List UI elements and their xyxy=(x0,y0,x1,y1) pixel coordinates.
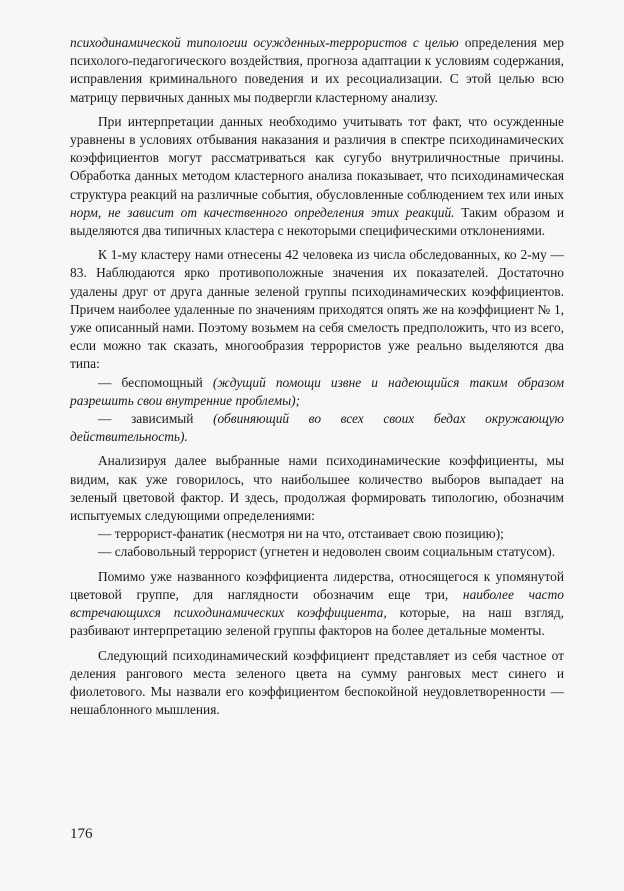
paragraph-2-emphasis: норм, не зависит от качественного определения этих реакций. xyxy=(70,204,455,220)
paragraph-5 xyxy=(70,568,564,641)
list-item-weak-willed-text: — слабовольный террорист (угнетен и недоволен своим социальным статусом). xyxy=(98,544,556,560)
paragraph-4 xyxy=(70,452,564,525)
paragraph-4-text: Анализируя далее выбранные нами психодинамические коэффициенты, мы видим, как уже говорилось, что наибольшее количество выборов выпадает на зеленый цветовой фактор. И здесь, продолжая формировать типологию, обозначим испытуемых следующими определениями: xyxy=(70,453,564,524)
paragraph-3-text: К 1-му кластеру нами отнесены 42 человека из числа обследованных, ко 2-му — 83. Наблюдаются ярко противоположные значения их показателей. Достаточно удалены друг от друга данные зеленой группы психодинамических коэффициентов. Причем наиболее удаленные по значениям приходятся опять же на коэффициент № 1, уже описанный нами. Поэтому возьмем на себя смелость предположить, что из всего, если можно так сказать, многообразия террористов уже реально выделяются два типа: xyxy=(70,247,564,372)
paragraph-2-text-tail: Таким образом и выделяются два типичных кластера с некоторыми специфическими отклонениями. xyxy=(70,204,564,239)
paragraph-5-text: Помимо уже названного коэффициента лидерства, относящегося к упомянутой цветовой группе, для наглядности обозначим еще три, xyxy=(70,568,564,602)
text-column xyxy=(70,34,564,719)
paragraph-3 xyxy=(70,246,564,373)
paragraph-5-emphasis: наиболее часто встречающихся психодинамических коэффициента, xyxy=(70,586,564,621)
paragraph-1-emphasis: психодинамической типологии осужденных-террористов с целью xyxy=(70,35,459,50)
paragraph-1-text-tail: определения мер психолого-педагогического воздействия, прогноза адаптации к условиям содержания, исправления криминального поведения и их ресоциализации. С этой целью всю матрицу первичных данных мы подвергли кластерному анализу. xyxy=(70,35,564,105)
list-item-helpless-text: — беспомощный xyxy=(98,374,213,390)
list-item-dependent-text: — зависимый xyxy=(98,411,214,427)
list-item-helpless xyxy=(70,374,564,410)
list-item-fanatic xyxy=(70,525,564,543)
list-item-weak-willed xyxy=(70,543,564,561)
list-item-dependent-emphasis: (обвиняющий во всех своих бедах окружающую действительность). xyxy=(70,411,565,445)
page-number: 176 xyxy=(70,826,93,842)
paragraph-6 xyxy=(70,647,564,720)
list-item-fanatic-text: — террорист-фанатик (несмотря ни на что, отстаивает свою позицию); xyxy=(98,526,504,542)
paragraph-5-text-tail: которые, на наш взгляд, разбивают интерпретацию зеленой группы факторов на более детальные моменты. xyxy=(70,605,565,639)
paragraph-6-text: Следующий психодинамический коэффициент представляет из себя частное от деления рангового места зеленого цвета на сумму ранговых мест синего и фиолетового. Мы назвали его коэффициентом беспокойной неудовлетворенности — нешаблонного мышления. xyxy=(70,647,564,718)
list-item-dependent xyxy=(70,410,564,446)
paragraph-1 xyxy=(70,34,564,107)
paragraph-2-text: При интерпретации данных необходимо учитывать тот факт, что осужденные уравнены в условиях отбывания наказания и различия в спектре психодинамических коэффициентов могут рассматриваться как сугубо внутриличностные причины. Обработка данных методом кластерного анализа показывает, что психодинамическая структура реакций на различные события, обусловленные соблюдением тех или иных xyxy=(70,113,564,202)
paragraph-2 xyxy=(70,113,564,240)
page-body xyxy=(70,34,564,719)
list-item-helpless-emphasis: (ждущий помощи извне и надеющийся таким образом разрешить свои внутренние проблемы); xyxy=(70,374,564,408)
